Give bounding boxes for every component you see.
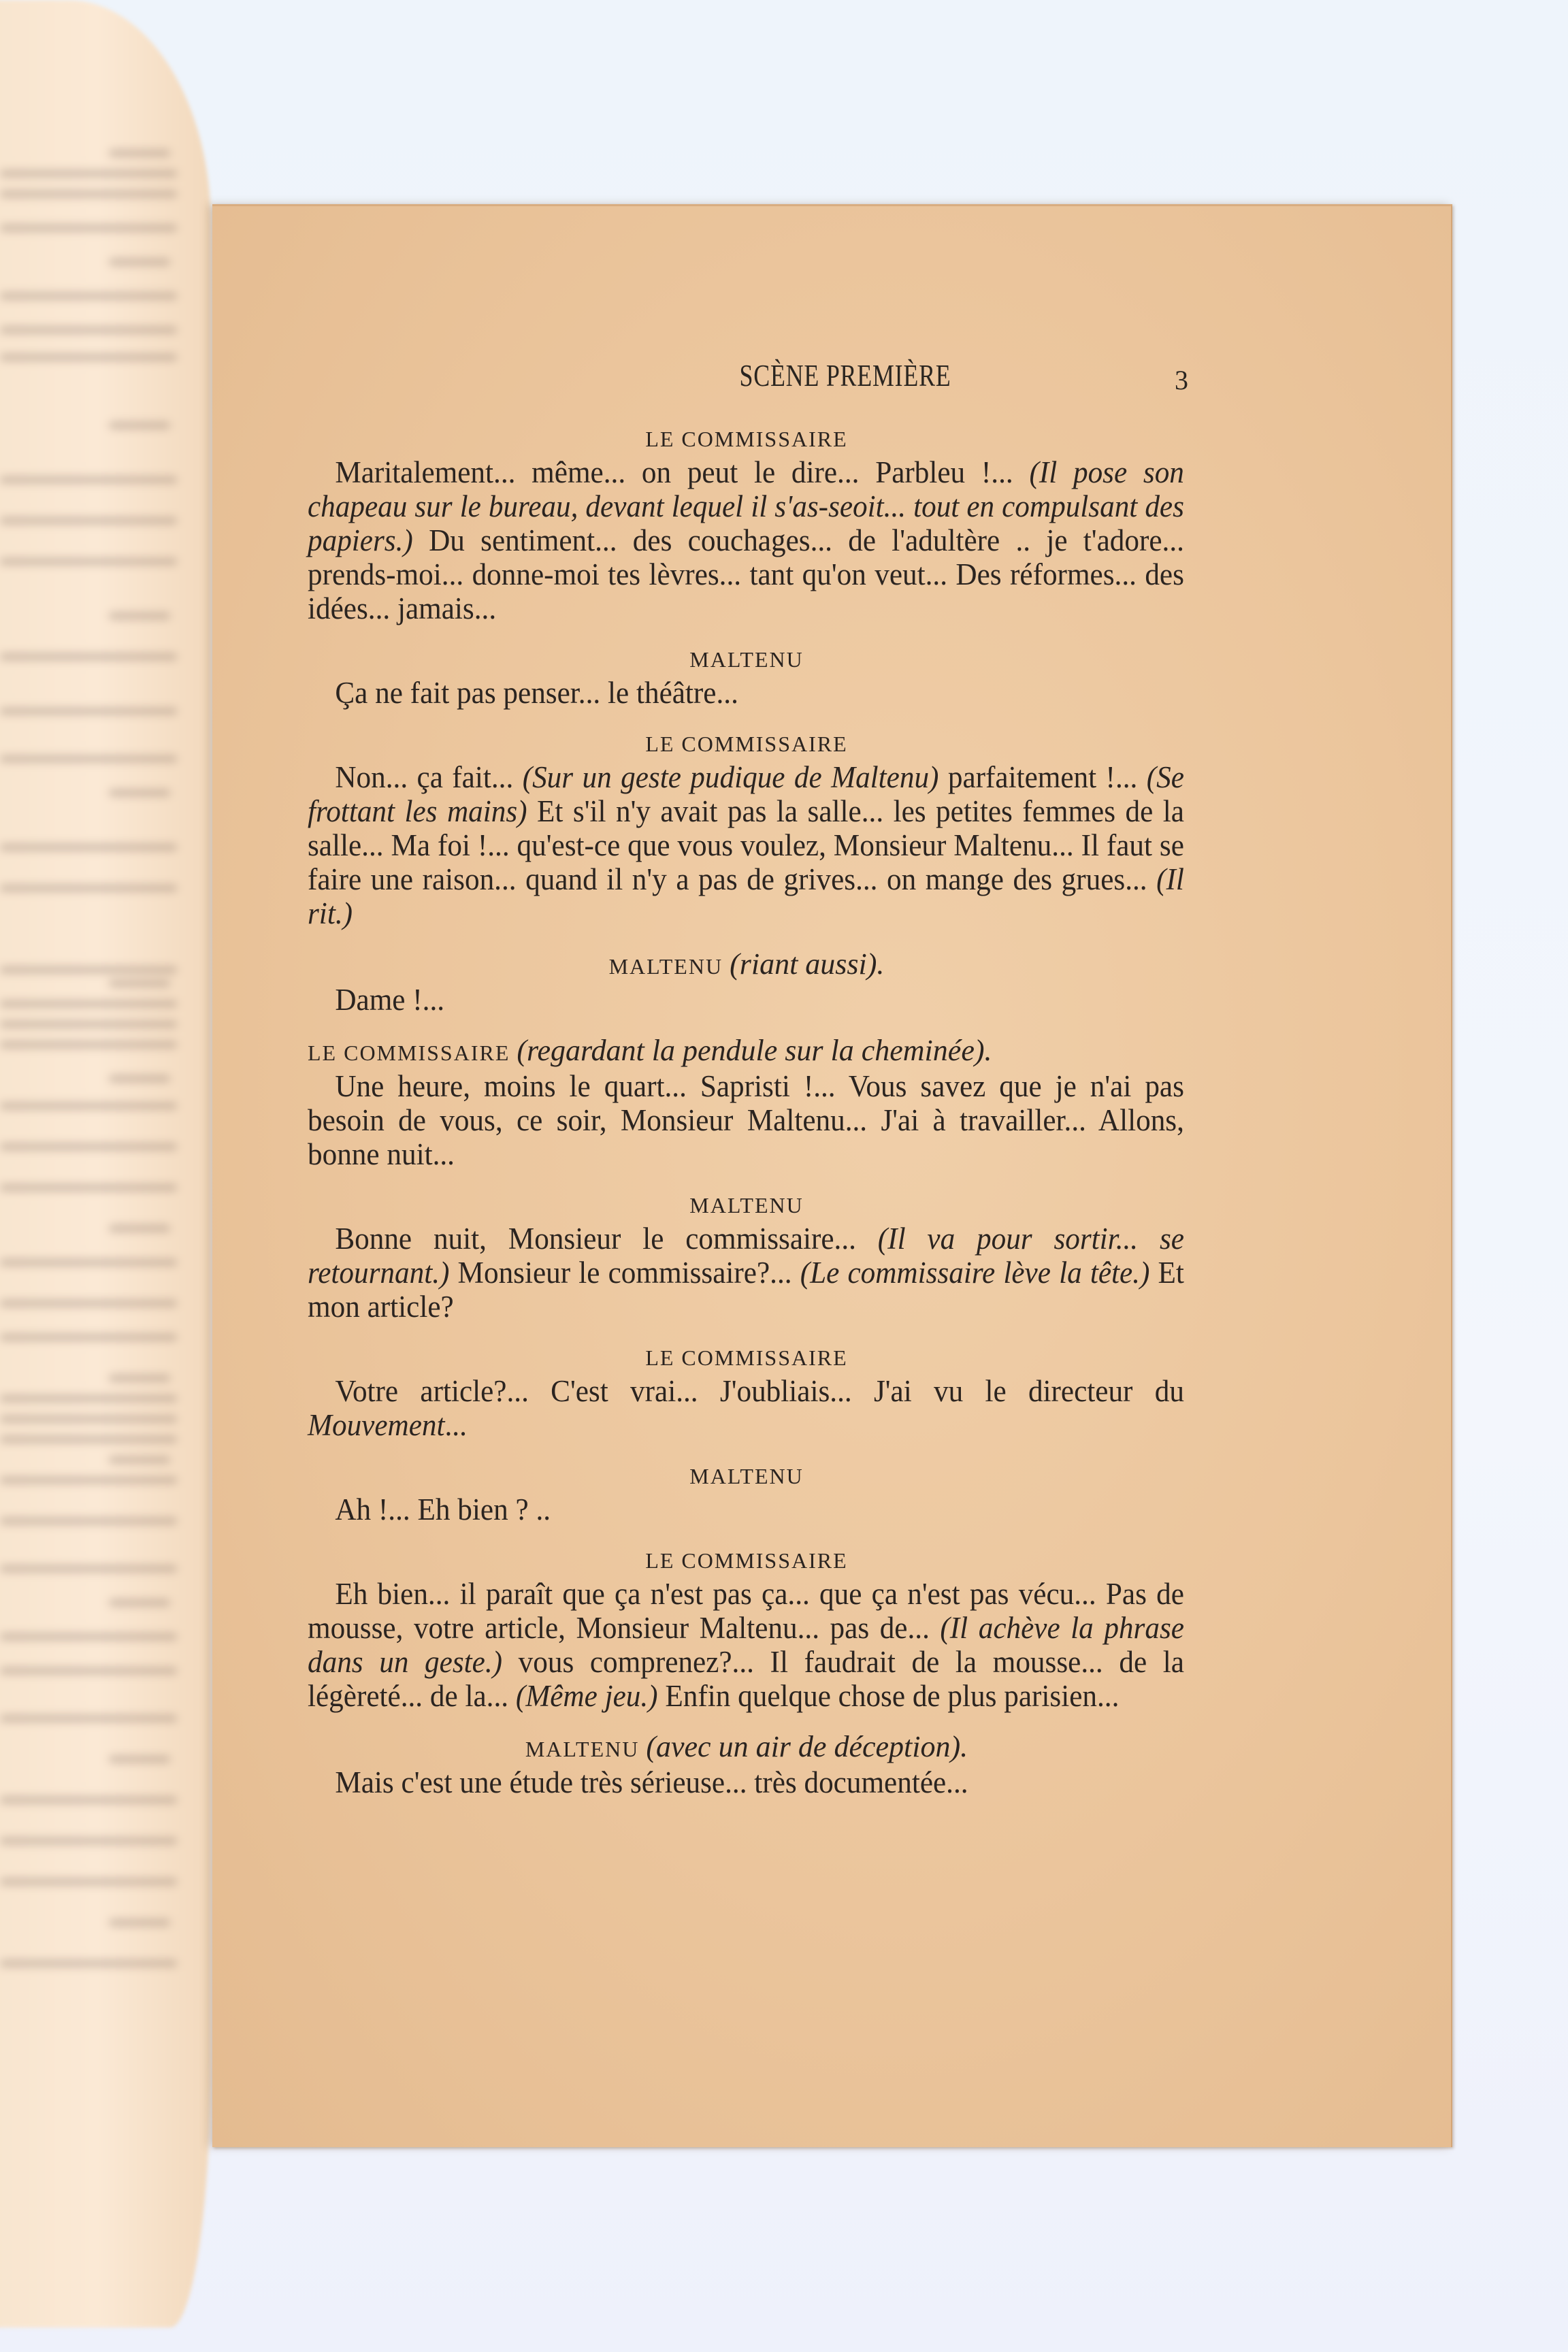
blurred-text-line	[0, 885, 177, 892]
blurred-text-line	[0, 1878, 177, 1885]
blurred-text-line	[0, 844, 177, 851]
blurred-text-line	[0, 1143, 177, 1150]
stage-direction: (Sur un geste pudique de Maltenu)	[522, 760, 939, 794]
blurred-text-line	[0, 476, 177, 483]
blurred-text-line	[0, 191, 177, 197]
blurred-text-line	[0, 517, 177, 524]
blurred-text-line	[109, 422, 170, 429]
speaker-name	[308, 425, 1186, 453]
blurred-text-line	[109, 1756, 170, 1763]
speaker-label: LE COMMISSAIRE	[645, 1548, 848, 1573]
blurred-text-line	[0, 755, 177, 762]
blurred-text-line	[0, 1960, 177, 1967]
blurred-text-line	[109, 150, 170, 157]
stage-direction: (riant aussi).	[730, 947, 885, 981]
blurred-text-line	[109, 1599, 170, 1606]
speech-text	[308, 1374, 1184, 1442]
dialogue-line: Du sentiment... des couchages... de l'adultère .. je t'adore... prends-moi... donne-moi tes lèvres... tant qu'on veut... Des réformes... des idées... jamais...	[308, 523, 1184, 625]
speech-text	[308, 1069, 1184, 1171]
blurred-text-line	[0, 1565, 177, 1572]
dialogue-line: Votre article?... C'est vrai... J'oubliais... J'ai vu le directeur du	[335, 1374, 1184, 1408]
speaker-name	[308, 646, 1186, 673]
speaker-label: MALTENU	[689, 1193, 804, 1218]
speaker-label: LE COMMISSAIRE	[308, 1041, 510, 1065]
blurred-text-line	[0, 293, 177, 299]
speech-text	[308, 983, 1184, 1017]
speech-text	[308, 1492, 1184, 1526]
speech-text	[308, 760, 1184, 930]
blurred-text-line	[109, 259, 170, 265]
dialogue-line: Une heure, moins le quart... Sapristi !... Vous savez que je n'ai pas besoin de vous, ce soir, Monsieur Maltenu... J'ai à travailler... Allons, bonne nuit...	[308, 1069, 1184, 1171]
dialogue-line: Et s'il n'y avait pas la salle... les petites femmes de la salle... Ma foi !... qu'est-ce que vous voulez, Monsieur Maltenu... Il faut se faire une raison... quand il n'y a pas de grives... on mange des grues...	[308, 794, 1184, 896]
blurred-text-line	[0, 354, 177, 361]
speaker-label: LE COMMISSAIRE	[645, 732, 848, 756]
dialogue-line: vous comprenez?... Il faudrait de la mousse... de la légèreté... de la...	[308, 1645, 1184, 1713]
blurred-text-line	[109, 1375, 170, 1382]
blurred-text-line	[0, 1838, 177, 1844]
blurred-text-line	[0, 1797, 177, 1803]
stage-direction: (Le commissaire lève la tête.)	[800, 1256, 1150, 1290]
blurred-text-line	[109, 1075, 170, 1082]
speaker-name	[308, 730, 1186, 757]
running-head: SCÈNE PREMIÈRE	[739, 358, 951, 393]
blurred-text-line	[0, 225, 177, 231]
blurred-text-line	[0, 1633, 177, 1640]
dialogue-line: Monsieur le commissaire?...	[449, 1256, 800, 1290]
dialogue-line: Ça ne fait pas penser... le théâtre...	[335, 676, 738, 710]
speaker-name	[308, 947, 1186, 981]
speaker-name	[308, 1344, 1186, 1371]
blurred-text-line	[109, 612, 170, 619]
dialogue-line: Eh bien... il paraît que ça n'est pas ça... que ça n'est pas vécu... Pas de mousse, votre article, Monsieur Maltenu... pas de...	[308, 1577, 1184, 1645]
blurred-text-line	[0, 708, 177, 715]
speaker-name	[308, 1463, 1186, 1490]
book-page	[212, 204, 1452, 2147]
dialogue-line: Bonne nuit, Monsieur le commissaire...	[335, 1222, 878, 1256]
blurred-text-line	[0, 1259, 177, 1266]
blurred-text-line	[0, 1715, 177, 1722]
speaker-label: MALTENU	[689, 1464, 804, 1488]
speech-text	[308, 1222, 1184, 1324]
speaker-label: MALTENU	[689, 647, 804, 672]
page-number: 3	[1175, 365, 1188, 395]
stage-direction: (Il va pour sortir... se retournant.)	[308, 1222, 1184, 1290]
stage-direction: (Il rit.)	[308, 862, 1184, 930]
dialogue-line: Maritalement... même... on peut le dire... Parbleu !...	[335, 455, 1030, 489]
blurred-text-line	[0, 653, 177, 660]
blurred-text-line	[0, 1184, 177, 1191]
blurred-text-line	[109, 789, 170, 796]
dialogue-line: Non... ça fait...	[335, 760, 523, 794]
blurred-text-line	[109, 1456, 170, 1463]
blurred-text-line	[0, 1334, 177, 1341]
blurred-text-line	[0, 1041, 177, 1048]
speaker-label: MALTENU	[608, 954, 723, 979]
blurred-text-line	[0, 1300, 177, 1307]
stage-direction: (regardant la pendule sur la cheminée).	[517, 1034, 992, 1067]
stage-direction: Mouvement	[308, 1408, 445, 1442]
dialogue-line: ...	[444, 1408, 467, 1442]
stage-direction: (avec un air de déception).	[646, 1730, 968, 1763]
blurred-text-line	[109, 1225, 170, 1232]
blurred-text-line	[0, 1667, 177, 1674]
dialogue-line: Mais c'est une étude très sérieuse... très documentée...	[335, 1765, 968, 1799]
blurred-text-line	[0, 1021, 177, 1028]
speaker-name	[308, 1034, 1186, 1067]
text-column	[308, 425, 1186, 1820]
speaker-name	[308, 1730, 1186, 1763]
stage-direction: (Se frottant les mains)	[308, 760, 1184, 828]
speaker-label: LE COMMISSAIRE	[645, 427, 848, 451]
dialogue-line: Dame !...	[335, 983, 445, 1017]
dialogue-line: Enfin quelque chose de plus parisien...	[657, 1679, 1120, 1713]
blurred-text-line	[0, 1395, 177, 1402]
speaker-name	[308, 1547, 1186, 1574]
stage-direction: (Il pose son chapeau sur le bureau, devant lequel il s'as-seoit... tout en compulsant des papiers.)	[308, 455, 1184, 557]
stage-direction: (Même jeu.)	[515, 1679, 658, 1713]
blurred-text-line	[0, 170, 177, 177]
blurred-text-line	[0, 327, 177, 333]
speech-text	[308, 1577, 1184, 1713]
blurred-text-line	[109, 1919, 170, 1926]
stage-direction: (Il achève la phrase dans un geste.)	[308, 1611, 1184, 1679]
blurred-text-line	[0, 1102, 177, 1109]
blurred-text-line	[0, 966, 177, 973]
speech-text	[308, 455, 1184, 625]
blurred-text-line	[0, 1000, 177, 1007]
speaker-name	[308, 1192, 1186, 1219]
speaker-label: MALTENU	[525, 1737, 640, 1761]
blurred-text-line	[0, 558, 177, 565]
speaker-label: LE COMMISSAIRE	[645, 1345, 848, 1370]
dialogue-line: parfaitement !...	[938, 760, 1147, 794]
blurred-text-line	[109, 980, 170, 987]
dialogue-line: Et mon article?	[308, 1256, 1184, 1324]
dialogue-line: Ah !... Eh bien ? ..	[335, 1492, 551, 1526]
speech-text	[308, 676, 1184, 710]
speech-text	[308, 1765, 1184, 1799]
blurred-text-line	[0, 1436, 177, 1443]
blurred-text-line	[0, 1416, 177, 1422]
blurred-text-line	[0, 1477, 177, 1484]
left-page-blurred	[0, 0, 211, 2328]
blurred-text-line	[0, 1518, 177, 1524]
